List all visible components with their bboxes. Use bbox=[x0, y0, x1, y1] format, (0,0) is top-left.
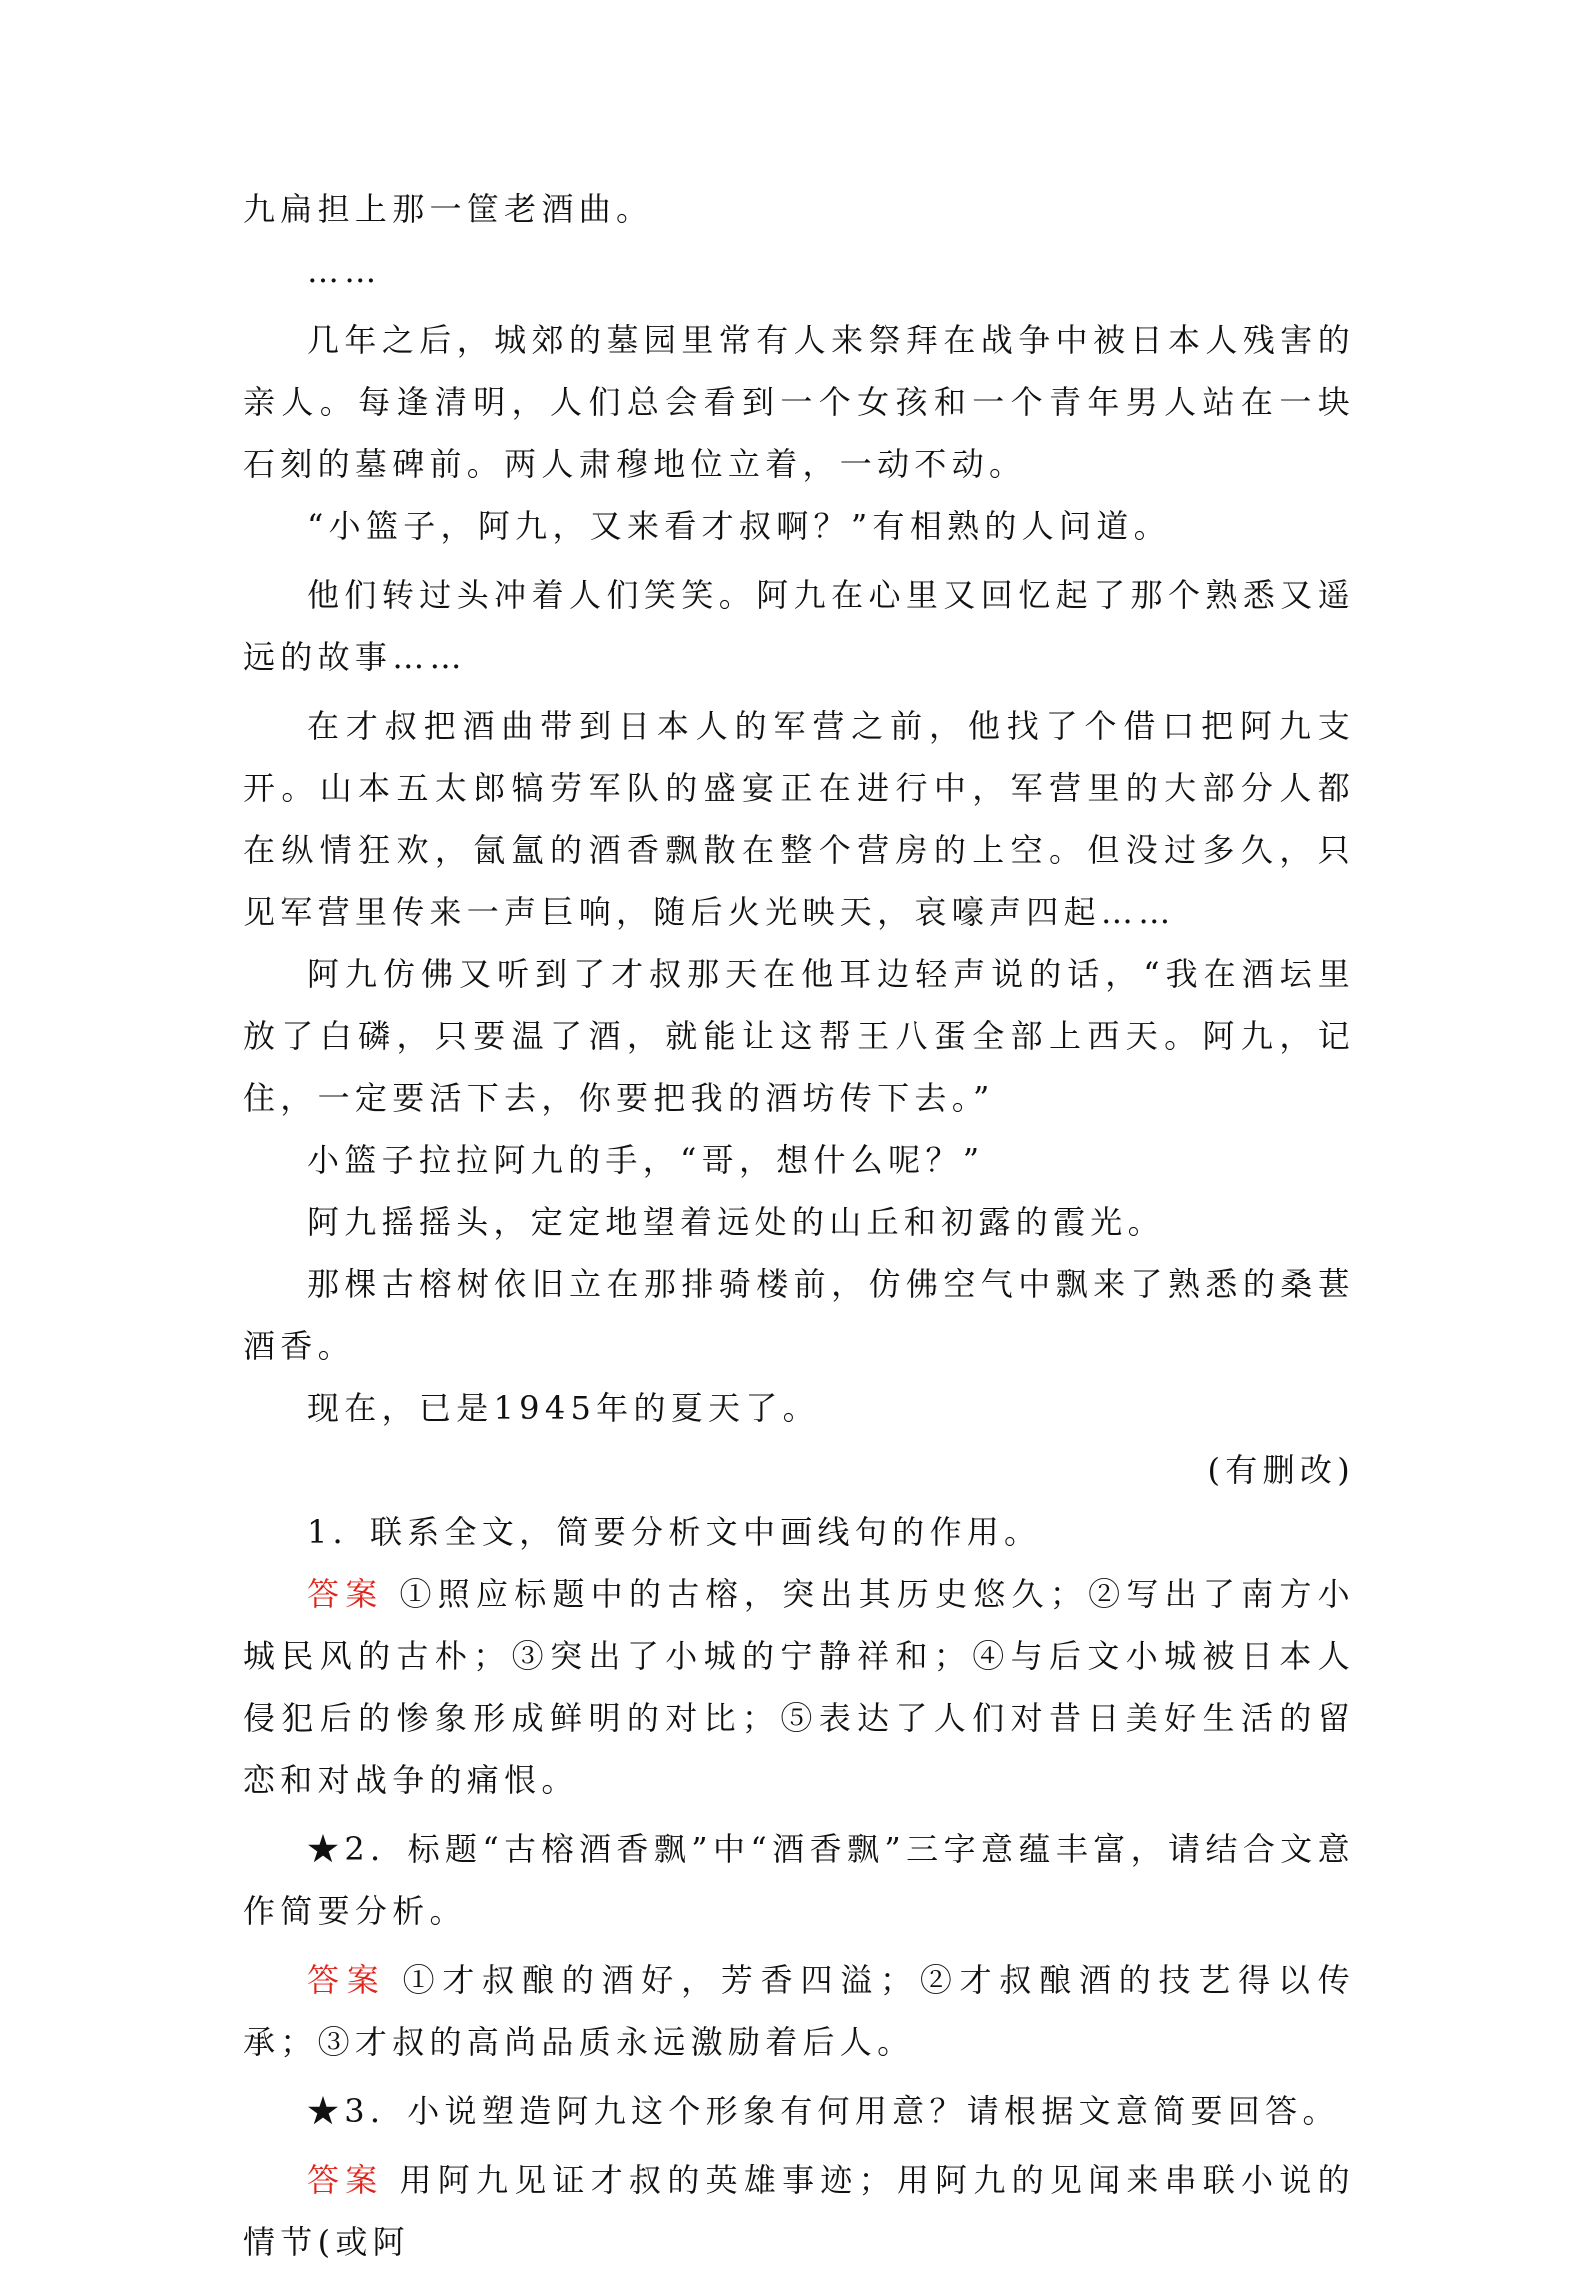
question-2: ★2．标题“古榕酒香飘”中“酒香飘”三字意蕴丰富，请结合文意作简要分析。 bbox=[243, 1830, 1355, 1930]
answer-1-text: ①照应标题中的古榕，突出其历史悠久；②写出了南方小城民风的古朴；③突出了小城的宁静祥和；④与后文小城被日本人侵犯后的惨象形成鲜明的对比；⑤表达了人们对昔日美好生活的留恋和对战争的痛恨。 bbox=[243, 1575, 1355, 1799]
story-ellipsis: …… bbox=[307, 252, 382, 290]
question-3: ★3．小说塑造阿九这个形象有何用意？请根据文意简要回答。 bbox=[307, 2092, 1340, 2130]
story-paragraph-3: “小篮子，阿九，又来看才叔啊？”有相熟的人问道。 bbox=[307, 507, 1171, 545]
story-paragraph-9: 那棵古榕树依旧立在那排骑楼前，仿佛空气中飘来了熟悉的桑葚酒香。 bbox=[243, 1265, 1355, 1365]
answer-label: 答案 bbox=[307, 1575, 384, 1613]
answer-label: 答案 bbox=[307, 1961, 387, 1999]
story-paragraph-7: 小篮子拉拉阿九的手，“哥，想什么呢？” bbox=[307, 1141, 985, 1179]
story-paragraph-4: 他们转过头冲着人们笑笑。阿九在心里又回忆起了那个熟悉又遥远的故事…… bbox=[243, 576, 1355, 676]
answer-label: 答案 bbox=[307, 2161, 384, 2199]
answer-2 bbox=[243, 1949, 1355, 2073]
answer-3 bbox=[243, 2149, 1355, 2273]
source-note: (有删改) bbox=[1207, 1451, 1355, 1489]
story-paragraph-6: 阿九仿佛又听到了才叔那天在他耳边轻声说的话，“我在酒坛里放了白磷，只要温了酒，就能让这帮王八蛋全部上西天。阿九，记住，一定要活下去，你要把我的酒坊传下去。” bbox=[243, 955, 1355, 1117]
answer-2-text: ①才叔酿的酒好，芳香四溢；②才叔酿酒的技艺得以传承；③才叔的高尚品质永远激励着后人。 bbox=[243, 1961, 1355, 2061]
answer-1 bbox=[243, 1563, 1355, 1811]
story-paragraph-8: 阿九摇摇头，定定地望着远处的山丘和初露的霞光。 bbox=[307, 1203, 1165, 1241]
story-paragraph-5: 在才叔把酒曲带到日本人的军营之前，他找了个借口把阿九支开。山本五太郎犒劳军队的盛宴正在进行中，军营里的大部分人都在纵情狂欢，氤氲的酒香飘散在整个营房的上空。但没过多久，只见军营里传来一声巨响，随后火光映天，哀嚎声四起…… bbox=[243, 707, 1355, 931]
story-paragraph-10: 现在，已是1945年的夏天了。 bbox=[307, 1389, 820, 1427]
question-1: 1．联系全文，简要分析文中画线句的作用。 bbox=[307, 1513, 1042, 1551]
story-paragraph-2: 几年之后，城郊的墓园里常有人来祭拜在战争中被日本人残害的亲人。每逢清明，人们总会看到一个女孩和一个青年男人站在一块石刻的墓碑前。两人肃穆地位立着，一动不动。 bbox=[243, 321, 1355, 483]
document-page bbox=[243, 178, 1355, 2273]
answer-3-text: 用阿九见证才叔的英雄事迹；用阿九的见闻来串联小说的情节(或阿 bbox=[243, 2161, 1355, 2261]
story-paragraph-0: 九扁担上那一筐老酒曲。 bbox=[243, 190, 654, 228]
